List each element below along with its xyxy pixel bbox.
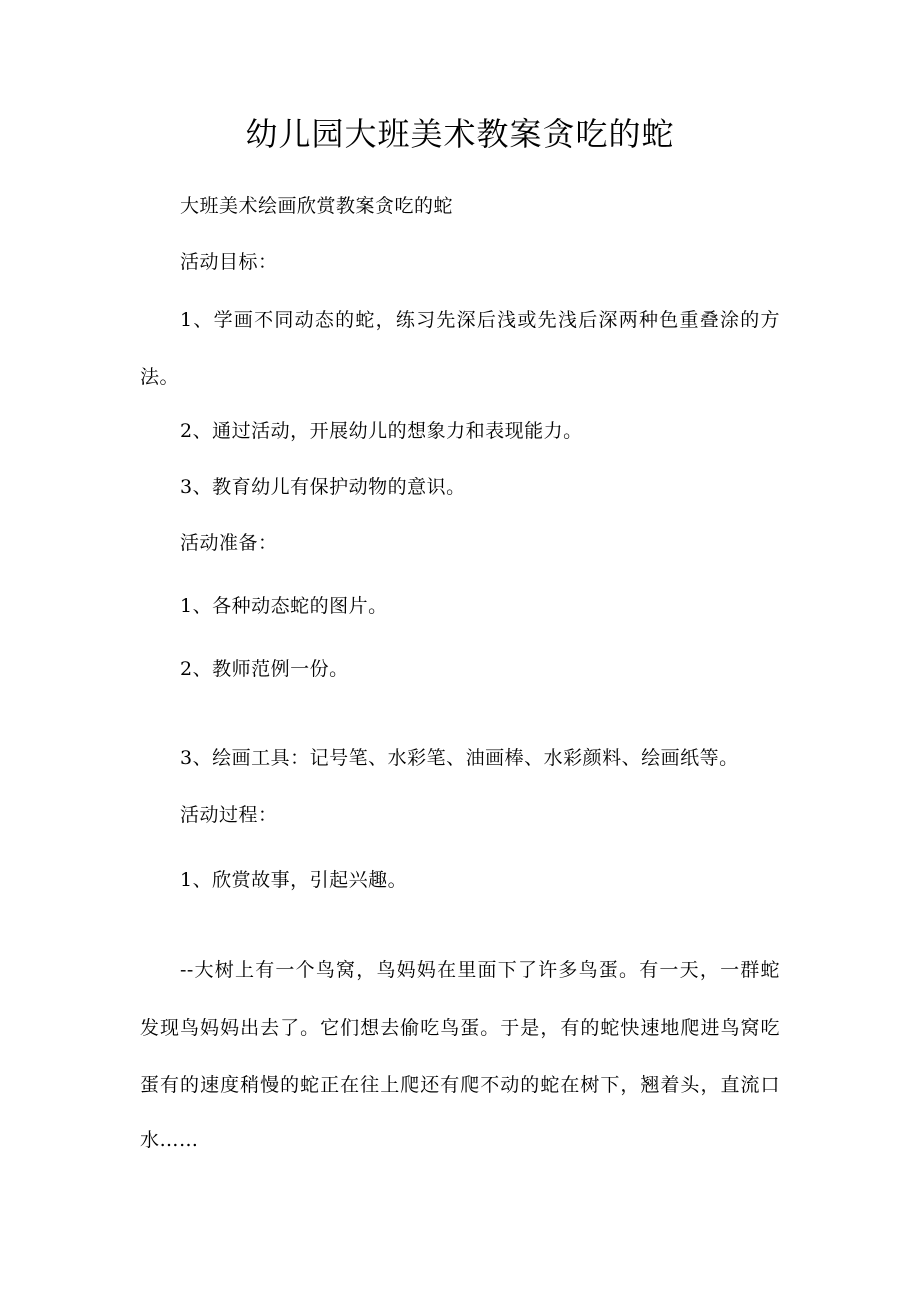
document-title: 幼儿园大班美术教案贪吃的蛇 — [245, 115, 675, 153]
goals-heading: 活动目标： — [180, 251, 278, 273]
prep-item-2: 2、教师范例一份。 — [180, 658, 349, 680]
goal-3: 3、教育幼儿有保护动物的意识。 — [180, 476, 466, 498]
story-line-1: --大树上有一个鸟窝，鸟妈妈在里面下了许多鸟蛋。有一天，一群蛇 — [180, 959, 780, 981]
process-item-1: 1、欣赏故事，引起兴趣。 — [180, 869, 408, 891]
goal-2: 2、通过活动，开展幼儿的想象力和表现能力。 — [180, 420, 583, 442]
process-heading: 活动过程： — [180, 804, 278, 826]
prep-item-1: 1、各种动态蛇的图片。 — [180, 595, 388, 617]
subtitle: 大班美术绘画欣赏教案贪吃的蛇 — [180, 195, 454, 217]
prep-heading: 活动准备： — [180, 532, 278, 554]
prep-item-3: 3、绘画工具：记号笔、水彩笔、油画棒、水彩颜料、绘画纸等。 — [180, 747, 739, 769]
story-line-4: 水…… — [140, 1129, 199, 1151]
goal-1-line-1: 1、学画不同动态的蛇，练习先深后浅或先浅后深两种色重叠涂的方 — [180, 309, 780, 331]
story-line-2: 发现鸟妈妈出去了。它们想去偷吃鸟蛋。于是，有的蛇快速地爬进鸟窝吃 — [140, 1017, 780, 1039]
goal-1-line-2: 法。 — [140, 366, 180, 388]
story-line-3: 蛋有的速度稍慢的蛇正在往上爬还有爬不动的蛇在树下，翘着头，直流口 — [140, 1074, 780, 1096]
